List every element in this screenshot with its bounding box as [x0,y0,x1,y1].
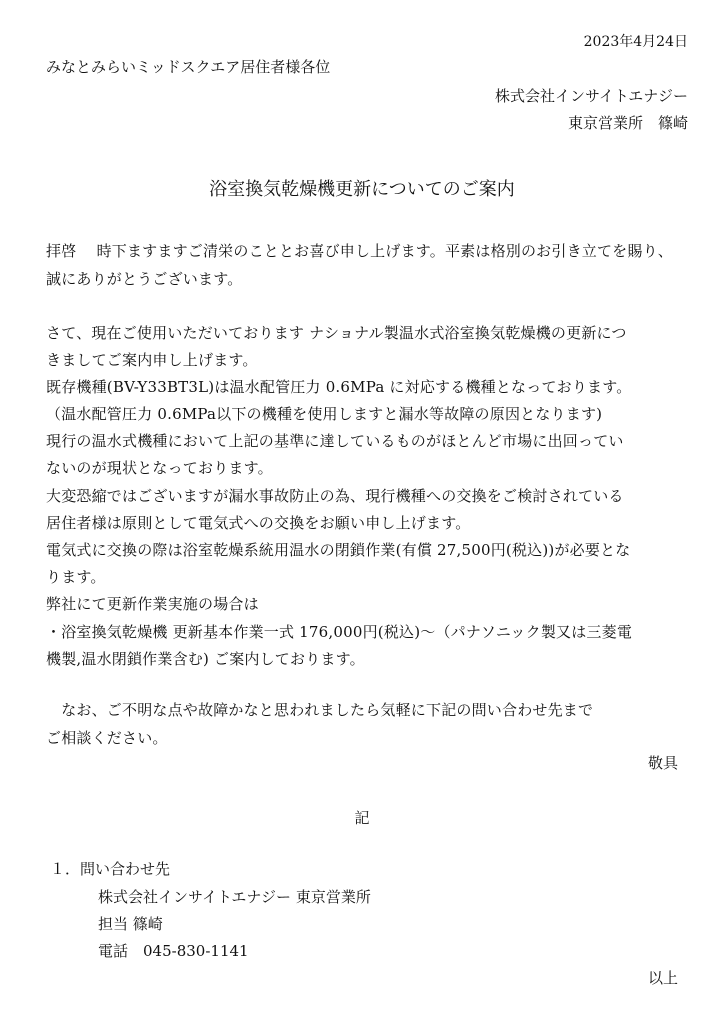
body-line: 大変恐縮ではございますが漏水事故防止の為、現行機種への交換をご検討されている [46,487,624,505]
body-line: 居住者様は原則として電気式への交換をお願い申し上げます。 [46,514,471,532]
body-line: きましてご案内申し上げます。 [46,351,258,369]
body-line: ないのが現状となっております。 [46,459,273,477]
contact-company: 株式会社インサイトエナジー 東京営業所 [98,888,371,906]
body-line: 現行の温水式機種において上記の基準に達しているものがほとんど市場に出回ってい [46,432,624,450]
body-line: ・浴室換気乾燥機 更新基本作業一式 176,000円(税込)～（パナソニック製又は三菱電 [46,623,633,641]
body-line: （温水配管圧力 0.6MPa以下の機種を使用しますと漏水等故障の原因となります) [46,405,603,423]
sender-company: 株式会社インサイトエナジー [494,87,688,105]
greeting-line: 誠にありがとうございます。 [46,270,243,288]
body-line: 既存機種(BV-Y33BT3L)は温水配管圧力 0.6MPa に対応する機種となっております。 [46,378,632,396]
ijo-closing: 以上 [647,969,678,987]
greeting-line: 拝啓 時下ますますご清栄のこととお喜び申し上げます。平素は格別のお引き立てを賜り、 [46,242,673,260]
body-line: 電気式に交換の際は浴室乾燥系統用温水の閉鎖作業(有償 27,500円(税込))が必要とな [46,541,631,559]
contact-heading: １．問い合わせ先 [50,860,171,878]
body-line: 弊社にて更新作業実施の場合は [46,595,259,613]
body-line: ります。 [46,568,106,586]
closing-line: なお、ご不明な点や故障かなと思われましたら気軽に下記の問い合わせ先まで [46,701,594,719]
document-title: 浴室換気乾燥機更新についてのご案内 [209,179,515,200]
recipient-line: みなとみらいミッドスクエア居住者様各位 [46,58,331,76]
ki-marker: 記 [354,809,370,827]
contact-phone: 電話 045-830-1141 [98,942,249,960]
closing-line: ご相談ください。 [46,729,168,747]
sender-office: 東京営業所 篠崎 [567,114,688,132]
contact-person: 担当 篠崎 [98,915,163,933]
body-line: 機製,温水閉鎖作業含む) ご案内しております。 [46,650,365,668]
letter-date: 2023年4月24日 [583,34,688,50]
body-line: さて、現在ご使用いただいております ナショナル製温水式浴室換気乾燥機の更新につ [46,324,627,342]
keigu-closing: 敬具 [647,754,678,772]
